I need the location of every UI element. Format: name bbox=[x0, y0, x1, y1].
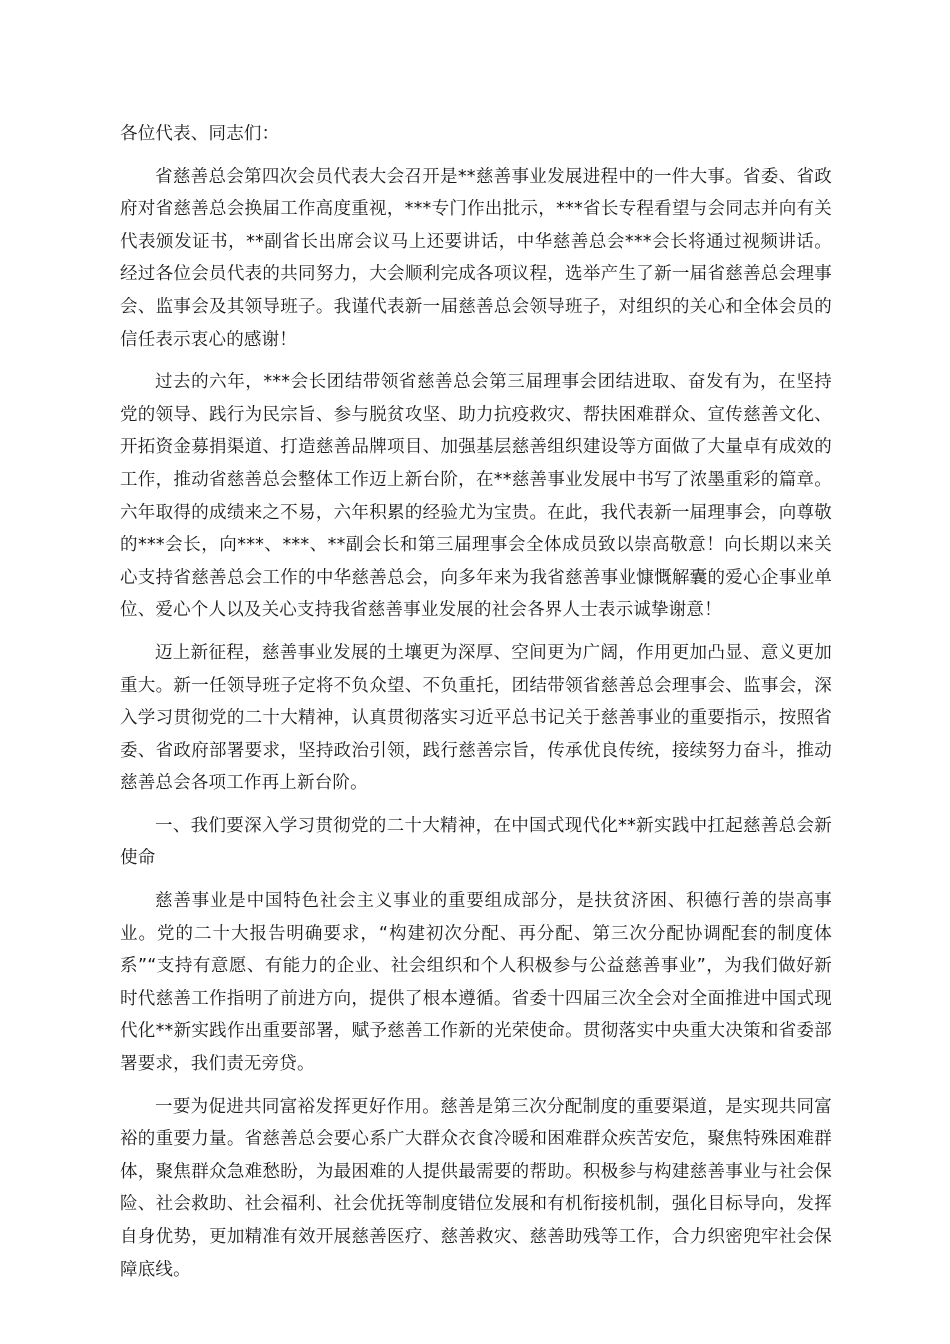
document-body bbox=[120, 118, 832, 1296]
section-heading-1: 一、我们要深入学习贯彻党的二十大精神，在中国式现代化**新实践中扛起慈善总会新使命 bbox=[120, 815, 832, 869]
paragraph-opening: 省慈善总会第四次会员代表大会召开是**慈善事业发展进程中的一件大事。省委、省政府对省慈善总会换届工作高度重视，***专门作出批示，***省长专程看望与会同志并向有关代表颁发证书，**副省长出席会议马上还要讲话，中华慈善总会***会长将通过视频讲话。经过各位会员代表的共同努力，大会顺利完成各项议程，选举产生了新一届省慈善总会理事会、监事会及其领导班子。我谨代表新一届慈善总会领导班子，对组织的关心和全体会员的信任表示衷心的感谢！ bbox=[120, 166, 832, 350]
paragraph-common-prosperity: 一要为促进共同富裕发挥更好作用。慈善是第三次分配制度的重要渠道，是实现共同富裕的重要力量。省慈善总会要心系广大群众衣食冷暖和困难群众疾苦安危，聚焦特殊困难群体，聚焦群众急难愁盼，为最困难的人提供最需要的帮助。积极参与构建慈善事业与社会保险、社会救助、社会福利、社会优抚等制度错位发展和有机衔接机制，强化目标导向，发挥自身优势，更加精准有效开展慈善医疗、慈善救灾、慈善助残等工作，合力织密兜牢社会保障底线。 bbox=[120, 1096, 832, 1280]
paragraph-charity-cause: 慈善事业是中国特色社会主义事业的重要组成部分，是扶贫济困、积德行善的崇高事业。党的二十大报告明确要求，“构建初次分配、再分配、第三次分配协调配套的制度体系”“支持有意愿、有能力的企业、社会组织和个人积极参与公益慈善事业”，为我们做好新时代慈善工作指明了前进方向，提供了根本遵循。省委十四届三次全会对全面推进中国式现代化**新实践作出重要部署，赋予慈善工作新的光荣使命。贯彻落实中央重大决策和省委部署要求，我们责无旁贷。 bbox=[120, 891, 832, 1075]
paragraph-review: 过去的六年，***会长团结带领省慈善总会第三届理事会团结进取、奋发有为，在坚持党的领导、践行为民宗旨、参与脱贫攻坚、助力抗疫救灾、帮扶困难群众、宣传慈善文化、开拓资金募捐渠道、打造慈善品牌项目、加强基层慈善组织建设等方面做了大量卓有成效的工作，推动省慈善总会整体工作迈上新台阶，在**慈善事业发展中书写了浓墨重彩的篇章。六年取得的成绩来之不易，六年积累的经验尤为宝贵。在此，我代表新一届理事会，向尊敬的***会长，向***、***、**副会长和第三届理事会全体成员致以崇高敬意！向长期以来关心支持省慈善总会工作的中华慈善总会，向多年来为我省慈善事业慷慨解囊的爱心企事业单位、爱心个人以及关心支持我省慈善事业发展的社会各界人士表示诚挚谢意！ bbox=[120, 372, 832, 621]
paragraph-new-journey: 迈上新征程，慈善事业发展的土壤更为深厚、空间更为广阔，作用更加凸显、意义更加重大。新一任领导班子定将不负众望、不负重托，团结带领省慈善总会理事会、监事会，深入学习贯彻党的二十大精神，认真贯彻落实习近平总书记关于慈善事业的重要指示，按照省委、省政府部署要求，坚持政治引领，践行慈善宗旨，传承优良传统，接续努力奋斗，推动慈善总会各项工作再上新台阶。 bbox=[120, 642, 832, 794]
salutation: 各位代表、同志们： bbox=[120, 124, 280, 144]
